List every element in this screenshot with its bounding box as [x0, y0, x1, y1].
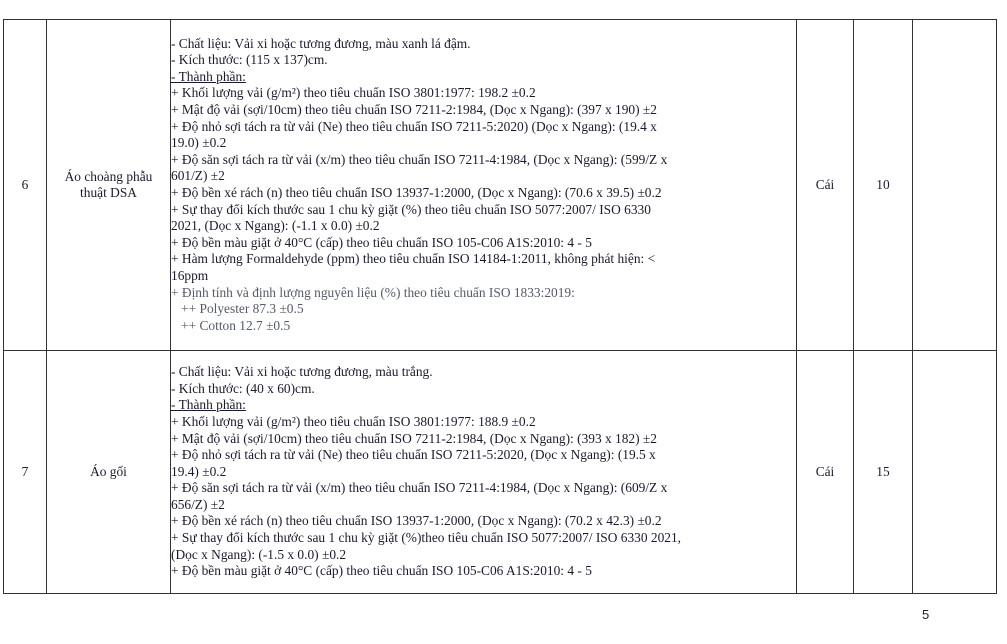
spec-line: (Dọc x Ngang): (-1.5 x 0.0) ±0.2	[171, 546, 347, 562]
table-row	[4, 20, 997, 351]
spec-line: 19.0) ±0.2	[171, 135, 227, 151]
empty-cell	[913, 351, 997, 594]
row-number: 6	[4, 20, 47, 351]
spec-line: 19.4) ±0.2	[171, 463, 227, 479]
quantity-cell: 15	[854, 351, 913, 594]
spec-line: 601/Z) ±2	[171, 168, 225, 184]
spec-line: + Độ bền xé rách (n) theo tiêu chuẩn ISO 13937-1:2000, (Dọc x Ngang): (70.2 x 42.3) ±0.2	[171, 513, 662, 529]
spec-line: 16ppm	[171, 267, 209, 283]
spec-line: + Độ nhỏ sợi tách ra từ vải (Ne) theo tiêu chuẩn ISO 7211-5:2020, (Dọc x Ngang): (19.5 x	[171, 447, 656, 463]
spec-line: + Mật độ vải (sợi/10cm) theo tiêu chuẩn ISO 7211-2:1984, (Dọc x Ngang): (393 x 182) ±2	[171, 430, 657, 446]
unit-cell: Cái	[797, 20, 854, 351]
spec-line: - Chất liệu: Vải xi hoặc tương đương, màu xanh lá đậm.	[171, 35, 471, 51]
item-name-line: Áo choàng phẫu	[64, 169, 153, 184]
spec-line: + Độ bền màu giặt ở 40°C (cấp) theo tiêu chuẩn ISO 105-C06 A1S:2010: 4 - 5	[171, 563, 592, 579]
empty-cell	[913, 20, 997, 351]
spec-line: - Thành phần:	[171, 397, 246, 413]
spec-line: + Hàm lượng Formaldehyde (ppm) theo tiêu chuẩn ISO 14184-1:2011, không phát hiện: <	[171, 251, 656, 267]
spec-line: - Chất liệu: Vải xi hoặc tương đương, màu trắng.	[171, 364, 433, 380]
spec-line: + Độ săn sợi tách ra từ vải (x/m) theo tiêu chuẩn ISO 7211-4:1984, (Dọc x Ngang): (609/Z x	[171, 480, 668, 496]
item-name-line: Áo gối	[90, 464, 127, 479]
spec-line: + Khối lượng vải (g/m²) theo tiêu chuẩn ISO 3801:1977: 198.2 ±0.2	[171, 85, 536, 101]
item-specification	[171, 20, 797, 351]
spec-line: + Mật độ vải (sợi/10cm) theo tiêu chuẩn ISO 7211-2:1984, (Dọc x Ngang): (397 x 190) ±2	[171, 102, 657, 118]
table-row	[4, 351, 997, 594]
spec-line: 656/Z) ±2	[171, 496, 225, 512]
page-number: 5	[922, 607, 930, 622]
item-specification	[171, 351, 797, 594]
item-name	[47, 351, 171, 594]
unit-cell: Cái	[797, 351, 854, 594]
spec-line: + Độ bền màu giặt ở 40°C (cấp) theo tiêu chuẩn ISO 105-C06 A1S:2010: 4 - 5	[171, 234, 592, 250]
spec-line: ++ Polyester 87.3 ±0.5	[171, 301, 304, 317]
spec-line: + Độ săn sợi tách ra từ vải (x/m) theo tiêu chuẩn ISO 7211-4:1984, (Dọc x Ngang): (599/Z x	[171, 151, 668, 167]
spec-line: + Định tính và định lượng nguyên liệu (%) theo tiêu chuẩn ISO 1833:2019:	[171, 284, 575, 300]
quantity-cell: 10	[854, 20, 913, 351]
item-name	[47, 20, 171, 351]
spec-line: + Sự thay đổi kích thước sau 1 chu kỳ giặt (%)theo tiêu chuẩn ISO 5077:2007/ ISO 6330 2021,	[171, 530, 682, 546]
spec-line: 2021, (Dọc x Ngang): (-1.1 x 0.0) ±0.2	[171, 218, 380, 234]
spec-line: - Kích thước: (40 x 60)cm.	[171, 380, 315, 396]
spec-line: + Sự thay đổi kích thước sau 1 chu kỳ giặt (%) theo tiêu chuẩn ISO 5077:2007/ ISO 6330	[171, 201, 651, 217]
specification-table	[3, 19, 997, 594]
spec-line: - Kích thước: (115 x 137)cm.	[171, 52, 328, 68]
row-number: 7	[4, 351, 47, 594]
spec-line: + Độ nhỏ sợi tách ra từ vải (Ne) theo tiêu chuẩn ISO 7211-5:2020) (Dọc x Ngang): (19.4 x	[171, 118, 657, 134]
spec-line: ++ Cotton 12.7 ±0.5	[171, 317, 291, 333]
item-name-line: thuật DSA	[80, 185, 137, 200]
spec-line: + Khối lượng vải (g/m²) theo tiêu chuẩn ISO 3801:1977: 188.9 ±0.2	[171, 413, 536, 429]
spec-line: - Thành phần:	[171, 68, 246, 84]
spec-line: + Độ bền xé rách (n) theo tiêu chuẩn ISO 13937-1:2000, (Dọc x Ngang): (70.6 x 39.5) ±0.2	[171, 185, 662, 200]
